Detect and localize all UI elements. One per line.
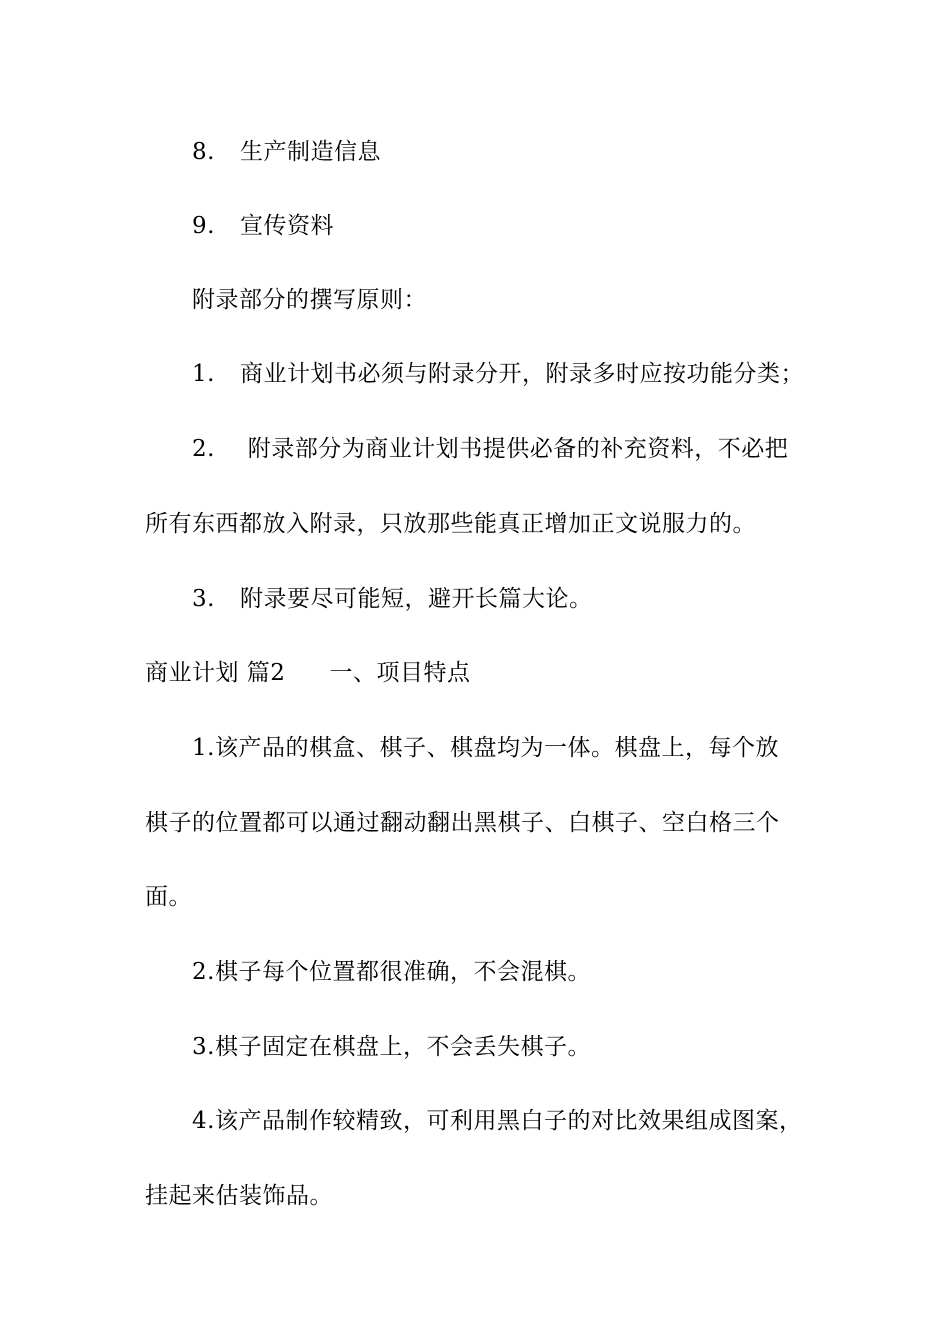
feature-1-line-3: 面。 (145, 884, 192, 910)
list-number: 3. (192, 586, 215, 612)
section-title: 商业计划 篇2 (145, 660, 286, 686)
principle-2-line-1 (192, 434, 788, 464)
section-subtitle: 一、项目特点 (329, 660, 471, 686)
list-number: 9. (192, 213, 215, 239)
list-item-8 (192, 137, 381, 167)
list-text: 生产制造信息 (240, 139, 381, 165)
feature-1-line-2: 棋子的位置都可以通过翻动翻出黑棋子、白棋子、空白格三个 (145, 810, 780, 836)
list-text: 附录要尽可能短，避开长篇大论。 (240, 586, 593, 612)
feature-2: 2.棋子每个位置都很准确，不会混棋。 (192, 959, 591, 985)
feature-3: 3.棋子固定在棋盘上，不会丢失棋子。 (192, 1034, 591, 1060)
list-text: 宣传资料 (240, 213, 334, 239)
list-text: 商业计划书必须与附录分开，附录多时应按功能分类； (240, 361, 804, 387)
list-item-9 (192, 211, 334, 241)
feature-4-line-2: 挂起来估装饰品。 (145, 1183, 333, 1209)
list-number: 1. (192, 361, 215, 387)
list-number: 8. (192, 139, 215, 165)
principle-1 (192, 359, 804, 389)
feature-4-line-1: 4.该产品制作较精致，可利用黑白子的对比效果组成图案， (192, 1108, 803, 1134)
feature-1-line-1: 1.该产品的棋盒、棋子、棋盘均为一体。棋盘上，每个放 (192, 735, 779, 761)
principle-3 (192, 584, 593, 614)
section-heading (145, 658, 470, 688)
appendix-heading: 附录部分的撰写原则： (192, 287, 427, 313)
list-text: 附录部分为商业计划书提供必备的补充资料，不必把 (240, 436, 789, 462)
list-number: 2. (192, 436, 215, 462)
principle-2-line-2: 所有东西都放入附录，只放那些能真正增加正文说服力的。 (145, 511, 756, 537)
